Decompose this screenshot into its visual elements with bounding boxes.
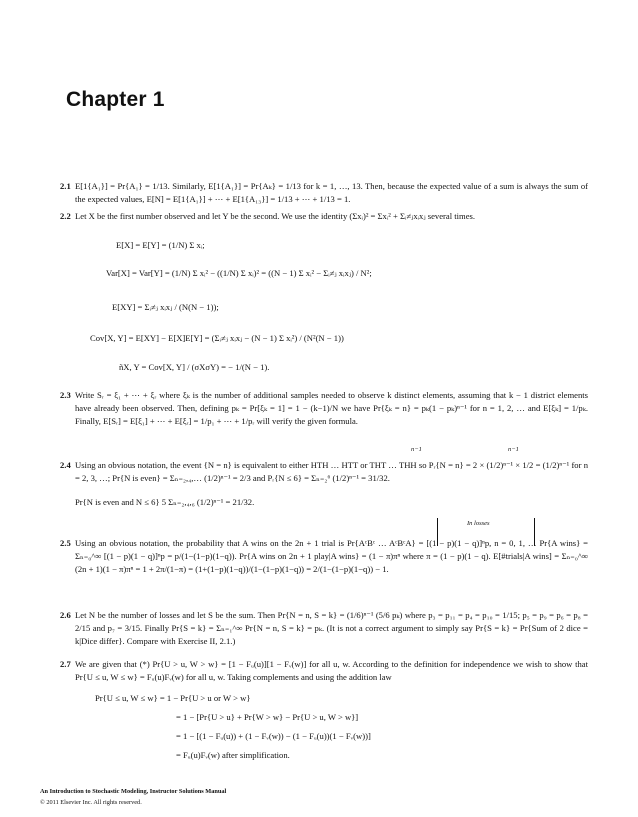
- problem-number: 2.4: [60, 460, 71, 470]
- problem-2-3: [60, 389, 588, 429]
- problem-number: 2.3: [60, 390, 71, 400]
- problem-number: 2.2: [60, 211, 71, 221]
- problem-2-1: [60, 180, 588, 206]
- equation-line: = 1 − [(1 − Fᵤ(u)) + (1 − Fᵥ(w)) − (1 − Fᵤ(u))(1 − Fᵥ(w))]: [176, 731, 371, 741]
- n-minus-1-label: n−1: [508, 446, 519, 453]
- chapter-title: Chapter 1: [66, 88, 165, 111]
- problem-2-7: [60, 658, 588, 684]
- equation-line: = Fᵤ(u)Fᵥ(w) after simplification.: [176, 750, 290, 760]
- problem-text: Let X be the first number observed and let Y be the second. We use the identity (Σxᵢ)² = Σxᵢ² + Σᵢ≠ⱼxᵢxⱼ several times.: [75, 211, 476, 221]
- footer-copyright: © 2011 Elsevier Inc. All rights reserved.: [40, 799, 142, 806]
- in-losses-label: In losses: [467, 520, 490, 527]
- problem-2-5: [60, 537, 588, 577]
- problem-text: Let N be the number of losses and let S be the sum. Then Pr{N = n, S = k} = (1/6)ⁿ⁻¹ (5/6 pₖ) where p₃ = p₁₁ = p₄ = p₁₀ = 1/15; p₅ = p₉ = p₆ = p₈ = 2/15 and p₇ = 3/15. Finally Pr{S = k} = Σₙ₌₁^∞ Pr{N = n, S = k} = pₖ. (It is not a correct argument to simply say Pr{S = k} = Pr{Sum of 2 dice = k|Dice differ}. Compare with Exercise II, 2.1.): [75, 610, 588, 647]
- problem-number: 2.5: [60, 538, 71, 548]
- equation-line: Pr{N is even and N ≤ 6} 5 Σₙ₌₂,₄,₆ (1/2)ⁿ⁻¹ = 21/32.: [75, 497, 255, 507]
- equation-line: E[X] = E[Y] = (1/N) Σ xᵢ;: [116, 240, 205, 250]
- n-minus-1-label: n−1: [411, 446, 422, 453]
- problem-text: Using an obvious notation, the event {N = n} is equivalent to either HTH … HTT or THT … THH so Pᵣ{N = n} = 2 × (1/2)ⁿ⁻¹ × 1/2 = (1/2)ⁿ⁻¹ for n = 2, 3, …; Pr{N is even} = Σₙ₌₂,₄,… (1/2)ⁿ⁻¹ = 2/3 and Pᵣ{N ≤ 6} = Σₙ₌₂⁶ (1/2)ⁿ⁻¹ = 31/32.: [75, 460, 588, 484]
- problem-number: 2.7: [60, 659, 71, 669]
- equation-line: ñX, Y = Cov[X, Y] / (σXσY) = − 1/(N − 1).: [119, 362, 270, 372]
- equation-line: = 1 − [Pr{U > u} + Pr{W > w} − Pr{U > u, W > w}]: [176, 712, 359, 722]
- equation-line: Pr{U ≤ u, W ≤ w} = 1 − Pr{U > u or W > w}: [95, 693, 251, 703]
- equation-line: Cov[X, Y] = E[XY] − E[X]E[Y] = (Σᵢ≠ⱼ xᵢxⱼ − (N − 1) Σ xᵢ²) / (N²(N − 1)): [90, 333, 344, 343]
- problem-2-2: [60, 210, 588, 223]
- problem-number: 2.1: [60, 181, 71, 191]
- equation-line: Var[X] = Var[Y] = (1/N) Σ xᵢ² − ((1/N) Σ xᵢ)² = ((N − 1) Σ xᵢ² − Σᵢ≠ⱼ xᵢxⱼ) / N²;: [106, 268, 372, 278]
- problem-number: 2.6: [60, 610, 71, 620]
- problem-2-4: [60, 459, 588, 485]
- equation-line: E[XY] = Σᵢ≠ⱼ xᵢxⱼ / (N(N − 1));: [112, 302, 219, 312]
- problem-text: Write Sᵣ = ξ₁ + ⋯ + ξᵣ where ξₖ is the number of additional samples needed to observe k distinct elements, assuming that k − 1 district elements have already been observed. Then, defining pₖ = Pr[ξₖ = 1] = 1 − (k−1)/N we have Pr{ξₖ = n} = pₖ(1 − pₖ)ⁿ⁻¹ for n = 1, 2, … and E[ξₖ] = 1/pₖ. Finally, E[Sᵣ] = E[ξ₁] + ⋯ + E[ξᵣ] = 1/p₁ + ⋯ + 1/pᵣ will verify the given formula.: [75, 390, 588, 427]
- problem-text: E[1{A₁}] = Pr{A₁} = 1/13. Similarly, E[1{A₁}] = Pr{Aₖ} = 1/13 for k = 1, …, 13. Then, because the expected value of a sum is always the sum of the expected values, E[N] = E[1{A₁}] + ⋯ + E[1{A₁₃}] = 1/13 + ⋯ + 1/13 = 1.: [75, 181, 588, 205]
- problem-text: Using an obvious notation, the probability that A wins on the 2n + 1 trial is Pr{AᶜBᶜ … AᶜBᶜA} = [(1 − p)(1 − q)]ⁿp, n = 0, 1, … Pr{A wins} = Σₙ₌₀^∞ [(1 − p)(1 − q)]ⁿp = p/(1−(1−p)(1−q)). Pr{A wins on 2n + 1 play|A wins} = (1 − π)πⁿ where π = (1 − p)(1 − q). E[#trials|A wins] = Σₙ₌₀^∞ (2n + 1)(1 − π)πⁿ = 1 + 2π/(1−π) = (1+(1−p)(1−q))/(1−(1−p)(1−q)) = 2/(1−(1−p)(1−q)) − 1.: [75, 538, 588, 575]
- footer-book-title: An Introduction to Stochastic Modeling, Instructor Solutions Manual: [40, 788, 227, 795]
- problem-text: We are given that (*) Pr{U > u, W > w} = [1 − Fᵤ(u)][1 − Fᵥ(w)] for all u, w. According to the definition for independence we wish to show that Pr{U ≤ u, W ≤ w} = Fᵤ(u)Fᵥ(w) for all u, w. Taking complements and using the addition law: [75, 659, 588, 683]
- problem-2-6: [60, 609, 588, 649]
